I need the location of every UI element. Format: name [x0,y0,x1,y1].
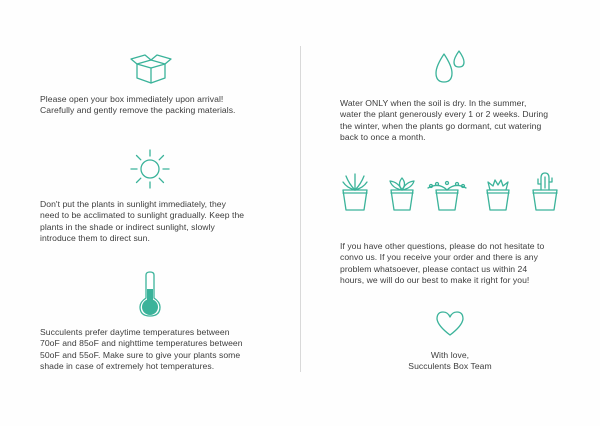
box-line-2: Carefully and gently remove the packing materials. [40,105,236,116]
signoff-team: Succulents Box Team [408,361,492,372]
temp-line-2: 70oF and 85oF and nighttime temperatures between [40,338,243,349]
sun-line-1: Don't put the plants in sunlight immediately, they [40,199,226,209]
box-instructions [40,94,264,117]
potted-aloe-icon [340,170,370,212]
sun-line-4: introduce them to direct sun. [40,233,150,244]
sun-line-2: need to be acclimated to sunlight gradually. Keep the [40,210,245,221]
open-box-icon [129,52,173,86]
temperature-instructions [40,327,264,373]
water-line-2: water the plant generously every 1 or 2 weeks. During [340,109,549,120]
watering-instructions [340,98,559,144]
potted-cactus-icon [530,170,560,212]
sun-line-3: plants in the shade or indirect sunlight, slowly [40,221,215,232]
thermometer-icon [138,271,162,317]
potted-rosette-icon [482,178,514,212]
potted-trailing-succulent-icon [425,178,469,212]
contact-instructions [340,241,559,287]
water-line-4: back to once a month. [340,132,426,143]
box-line-1: Please open your box immediately upon arrival! [40,94,224,104]
contact-line-1: If you have other questions, please do not hesitate to [340,241,545,251]
signoff-closing: With love, [430,350,470,360]
water-line-1: Water ONLY when the soil is dry. In the summer, [340,98,527,108]
water-drops-icon [432,48,468,86]
potted-echeveria-icon [386,176,418,212]
heart-icon [435,310,465,338]
temp-line-4: shade in case of extremely hot temperatures. [40,361,215,372]
contact-line-4: hours, we will do our best to make it right for you! [340,275,530,286]
signoff [380,350,520,373]
temp-line-3: 50oF and 55oF. Make sure to give your plants some [40,349,241,360]
contact-line-2: convo us. If you receive your order and there is any [340,252,538,263]
sunlight-instructions [40,199,264,245]
contact-line-3: problem whatsoever, please contact us within 24 [340,263,528,274]
sun-icon [127,147,173,191]
column-divider [300,46,301,372]
temp-line-1: Succulents prefer daytime temperatures between [40,327,230,337]
water-line-3: the winter, when the plants go dormant, cut watering [340,120,542,131]
